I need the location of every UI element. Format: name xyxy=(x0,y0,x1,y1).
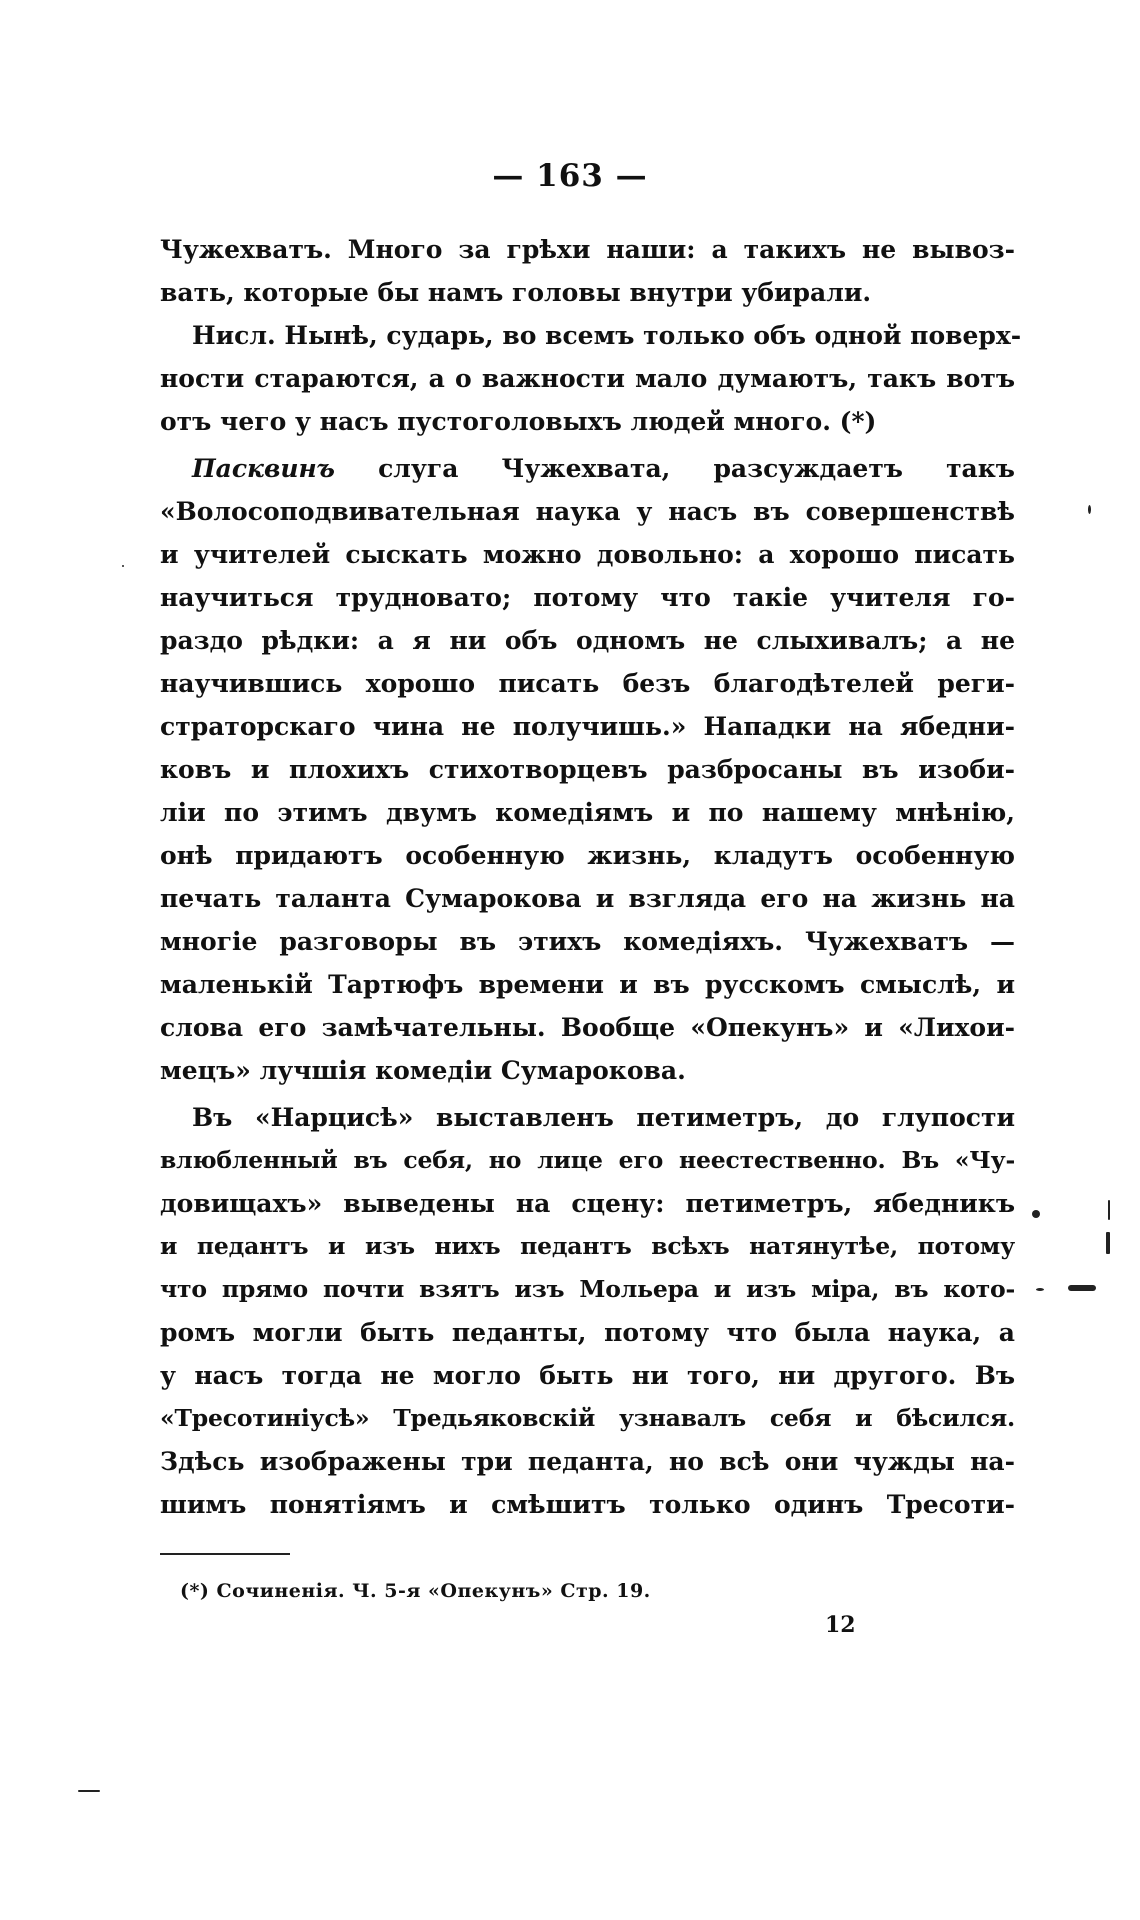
paragraph-line: ромъ могли быть педанты, потому что была наука, а xyxy=(160,1318,1015,1347)
scan-speck xyxy=(1032,1210,1040,1218)
paragraph-line: Здѣсь изображены три педанта, но всѣ они чужды на- xyxy=(160,1447,1015,1476)
dialogue-line: отъ чего у насъ пустоголовыхъ людей много. (*) xyxy=(160,407,877,436)
character-name-italic: Пасквинъ xyxy=(192,454,335,483)
signature-mark: 12 xyxy=(825,1612,856,1638)
paragraph-line: ліи по этимъ двумъ комедіямъ и по нашему мнѣнію, xyxy=(160,798,1015,827)
scan-speck xyxy=(1106,1232,1110,1254)
paragraph-line: печать таланта Сумарокова и взгляда его на жизнь на xyxy=(160,884,1015,913)
paragraph-narcissus xyxy=(160,1096,1015,1526)
paragraph-line: онѣ придаютъ особенную жизнь, кладутъ особенную xyxy=(160,841,1015,870)
dialogue-line: Нисл. Нынѣ, сударь, во всемъ только объ одной поверх- xyxy=(192,321,1022,350)
paragraph-line: и учителей сыскать можно довольно: а хорошо писать xyxy=(160,540,1015,569)
paragraph-line: что прямо почти взятъ изъ Мольера и изъ міра, въ кото- xyxy=(160,1275,1015,1303)
paragraph-line: раздо рѣдки: а я ни объ одномъ не слыхивалъ; а не xyxy=(160,626,1015,655)
dialogue-block xyxy=(160,228,1022,443)
paragraph-line: «Волосоподвивательная наука у насъ въ совершенствѣ xyxy=(160,497,1015,526)
page-number: — 163 — xyxy=(492,158,648,194)
paragraph-pasquin xyxy=(160,447,1015,1092)
paragraph-line: у насъ тогда не могло быть ни того, ни другого. Въ xyxy=(160,1361,1015,1390)
dialogue-line: вать, которые бы намъ головы внутри убирали. xyxy=(160,278,872,307)
scan-speck xyxy=(1088,505,1091,514)
paragraph-line: слова его замѣчательны. Вообще «Опекунъ» и «Лихои- xyxy=(160,1013,1015,1042)
dialogue-line: ности стараются, а о важности мало думаютъ, такъ вотъ xyxy=(160,364,1015,393)
paragraph-line: мецъ» лучшія комедіи Сумарокова. xyxy=(160,1056,686,1085)
paragraph-line: довищахъ» выведены на сцену: петиметръ, ябедникъ xyxy=(160,1189,1015,1218)
footnote: (*) Сочиненія. Ч. 5-я «Опекунъ» Стр. 19. xyxy=(180,1580,651,1602)
scan-speck xyxy=(78,1790,100,1792)
paragraph-line: научившись хорошо писать безъ благодѣтелей реги- xyxy=(160,669,1015,698)
paragraph-line: научиться трудновато; потому что такіе учителя го- xyxy=(160,583,1015,612)
paragraph-line: ковъ и плохихъ стихотворцевъ разбросаны въ изоби- xyxy=(160,755,1015,784)
paragraph-first-line xyxy=(160,447,1015,490)
paragraph-line: маленькій Тартюфъ времени и въ русскомъ смыслѣ, и xyxy=(160,970,1015,999)
paragraph-line: многіе разговоры въ этихъ комедіяхъ. Чужехватъ — xyxy=(160,927,1015,956)
paragraph-first-line-rest: слуга Чужехвата, разсуждаетъ такъ xyxy=(378,454,1015,483)
paragraph-line: влюбленный въ себя, но лице его неестественно. Въ «Чу- xyxy=(160,1146,1015,1174)
paragraph-line: «Тресотиніусѣ» Тредьяковскій узнавалъ себя и бѣсился. xyxy=(160,1404,1015,1432)
paragraph-line: и педантъ и изъ нихъ педантъ всѣхъ натянутѣе, потому xyxy=(160,1232,1015,1260)
paragraph-line: шимъ понятіямъ и смѣшитъ только одинъ Тресоти- xyxy=(160,1490,1015,1519)
paragraph-line: страторскаго чина не получишь.» Нападки на ябедни- xyxy=(160,712,1015,741)
dialogue-line: Чужехватъ. Много за грѣхи наши: а такихъ не вывоз- xyxy=(160,235,1015,264)
footnote-divider xyxy=(160,1553,290,1555)
paragraph-line: Въ «Нарцисѣ» выставленъ петиметръ, до глупости xyxy=(192,1103,1015,1132)
scan-speck xyxy=(1036,1288,1044,1291)
scan-speck xyxy=(1068,1285,1096,1291)
scan-speck xyxy=(1108,1200,1110,1220)
scan-speck xyxy=(122,565,124,567)
